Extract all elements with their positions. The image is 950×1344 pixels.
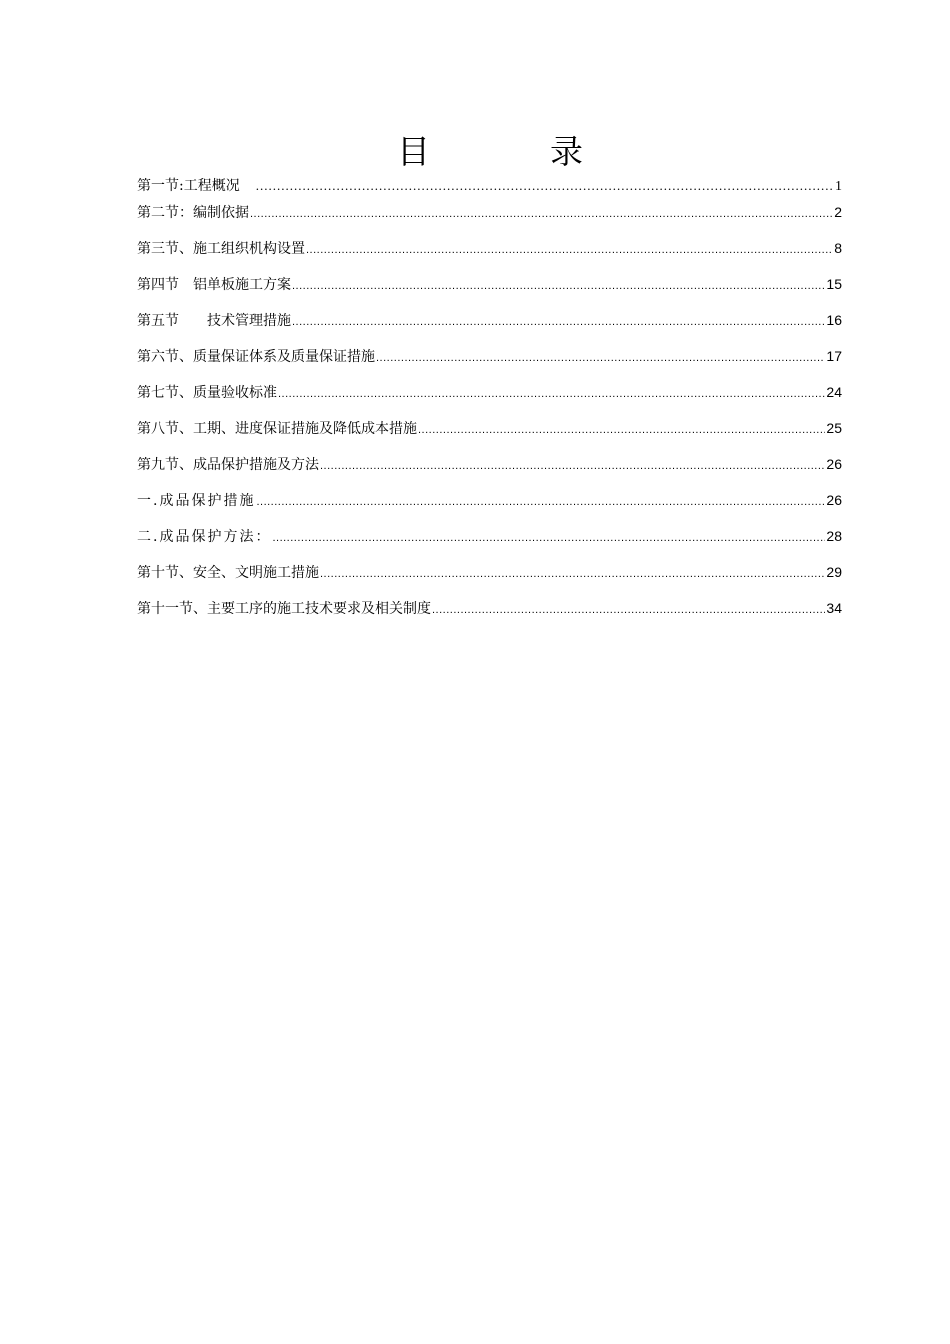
toc-entry[interactable] <box>137 308 842 332</box>
toc-leader-dots <box>418 418 825 442</box>
toc-leader-dots <box>256 174 834 198</box>
toc-title-char-2: 录 <box>550 132 583 171</box>
toc-entry-label: 第四节 铝单板施工方案 <box>137 277 291 293</box>
toc-entry-page: 28 <box>826 528 842 544</box>
toc-entry-label: 一.成品保护措施 <box>137 493 256 509</box>
toc-entry-page: 25 <box>826 420 842 436</box>
toc-leader-dots <box>292 310 825 334</box>
toc-entry-label: 第五节 技术管理措施 <box>137 313 291 329</box>
toc-entry-label: 第二节：编制依据 <box>137 205 249 221</box>
toc-entry-page: 8 <box>834 240 842 256</box>
toc-entry-label: 第八节、工期、进度保证措施及降低成本措施 <box>137 421 417 437</box>
toc-entry-page: 17 <box>826 348 842 364</box>
toc-leader-dots <box>432 598 825 622</box>
toc-entry-page: 26 <box>826 492 842 508</box>
toc-entry[interactable] <box>137 236 842 260</box>
toc-entry[interactable] <box>137 488 842 512</box>
toc-entry[interactable] <box>137 272 842 296</box>
toc-entry[interactable] <box>137 416 842 440</box>
toc-leader-dots <box>256 490 825 514</box>
toc-entry[interactable] <box>137 344 842 368</box>
toc-leader-dots <box>292 274 825 298</box>
toc-entry-page: 1 <box>835 179 842 194</box>
toc-entry[interactable] <box>137 560 842 584</box>
toc-entry-page: 2 <box>834 204 842 220</box>
toc-leader-dots <box>320 562 825 586</box>
toc-entry-page: 34 <box>826 600 842 616</box>
toc-title-char-1: 目 <box>397 132 430 171</box>
toc-entry-page: 26 <box>826 456 842 472</box>
toc-entry-label: 第三节、施工组织机构设置 <box>137 241 305 257</box>
toc-entry[interactable] <box>137 596 842 620</box>
toc-entry-page: 29 <box>826 564 842 580</box>
toc-leader-dots <box>306 238 833 262</box>
toc-leader-dots <box>376 346 825 370</box>
toc-entry-page: 16 <box>826 312 842 328</box>
toc-entry-label: 第七节、质量验收标准 <box>137 385 277 401</box>
toc-entry-label: 第六节、质量保证体系及质量保证措施 <box>137 349 375 365</box>
toc-entry-page: 24 <box>826 384 842 400</box>
toc-leader-dots <box>278 382 825 406</box>
toc-entry[interactable] <box>137 452 842 476</box>
toc-entry-label: 第九节、成品保护措施及方法 <box>137 457 319 473</box>
toc-entry[interactable] <box>137 524 842 548</box>
toc-entry[interactable] <box>137 200 842 224</box>
toc-leader-dots <box>250 202 833 226</box>
toc-entry-page: 15 <box>826 276 842 292</box>
toc-leader-dots <box>272 526 825 550</box>
toc-leader-dots <box>320 454 825 478</box>
toc-entry-label: 第十一节、主要工序的施工技术要求及相关制度 <box>137 601 431 617</box>
toc-entry[interactable] <box>137 174 842 198</box>
toc-entry-label: 第十节、安全、文明施工措施 <box>137 565 319 581</box>
toc-entry-label: 二.成品保护方法： <box>137 529 272 545</box>
toc-entry[interactable] <box>137 380 842 404</box>
toc-entry-label: 第一节:工程概况 <box>137 178 240 194</box>
